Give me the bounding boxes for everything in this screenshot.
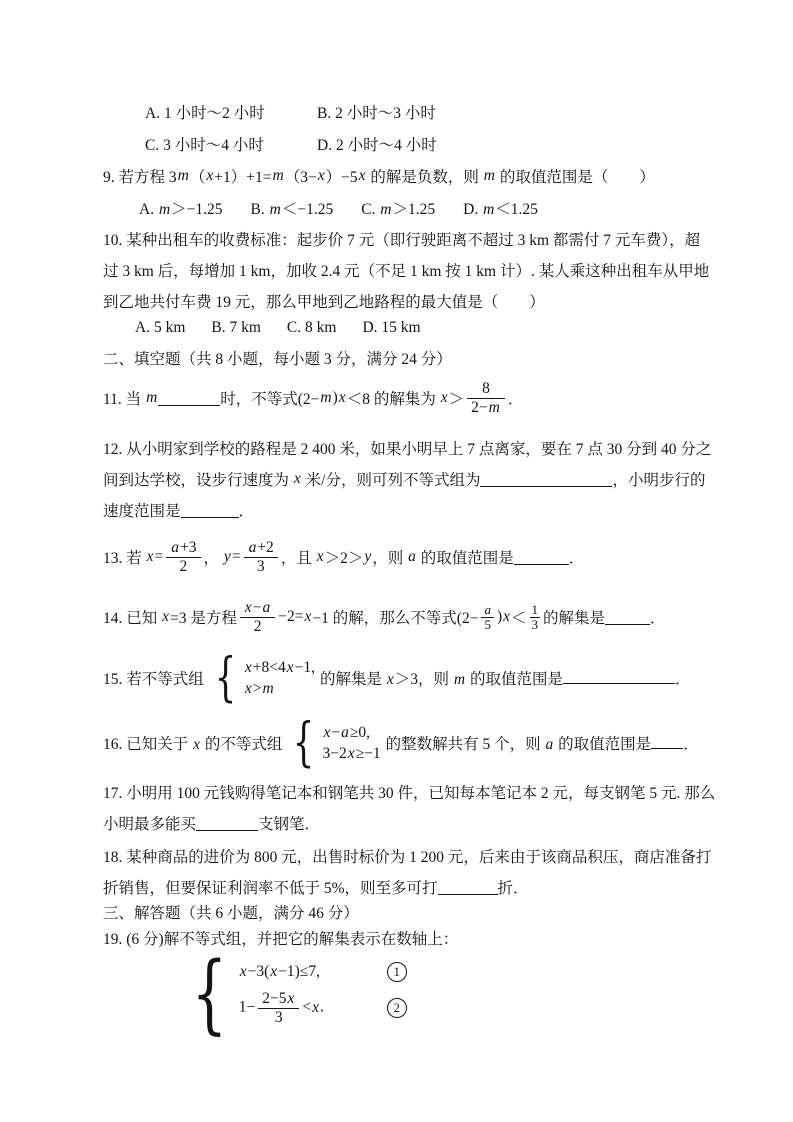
text-run: 的解是负数，则 [366,169,483,186]
text-run: 1 [531,601,539,617]
blank-underline [480,471,612,487]
circled-number-2: 2 [387,998,407,1018]
text-run: − [252,599,262,617]
math-variable: a [248,539,257,557]
q16-system-line1 [323,722,381,743]
text-run: ， [203,550,223,567]
question-15 [103,648,691,708]
fraction [166,539,200,575]
text-run: 的解集是 [543,610,606,627]
text-run: 2 [253,617,262,635]
q15-pre [103,667,204,689]
text-run: ≥−1 [355,744,381,762]
question-18-line2 [103,876,529,898]
math-variable: x [440,389,448,406]
q15-system-line2 [244,678,315,699]
text-run: 的取值范围是 [466,671,564,688]
math-variable: x [338,389,346,406]
section-3-header: 三、解答题（共 6 小题，满分 46 分） [103,905,359,922]
text-run: +2 [257,539,274,557]
math-variable: m [483,201,495,218]
text-run: 3 [256,557,265,575]
text-run: ）−5 [325,169,358,186]
text-run: A. [139,201,158,218]
math-variable: m [272,167,284,184]
question-10-line1: 10. 某种出租车的收费标准：起步价 7 元（即行驶距离不超过 3 km 都需付 7 元车费），超 [103,232,701,249]
text-run: ＞−1.25 [171,201,223,218]
fraction [258,990,299,1026]
text-run: 13. 若 [103,550,146,567]
text-run: 的取值范围是（ ） [495,169,655,186]
text-run: ＞2＞ [324,550,364,567]
math-variable: x [162,608,170,625]
question-9-options [139,197,538,219]
circled-number-1: 1 [387,962,407,982]
text-run: ． [675,671,691,688]
text-run: . [320,998,324,1016]
math-variable: a [262,599,271,617]
option-row-hours-cd [145,133,437,155]
question-16 [103,712,699,774]
math-variable: x [503,608,511,625]
left-brace: { [293,713,315,773]
question-10-options [135,319,421,337]
blank-underline [196,815,258,831]
blank-underline [514,549,569,565]
math-variable: a [341,723,349,741]
q16-inequality-system [287,713,381,773]
text-run: （3− [284,169,317,186]
math-variable: x [347,744,355,762]
text-run: 小明最多能买 [103,816,197,833]
text-run: 9. 若方程 3 [103,169,177,186]
text-run: ，小明步行的 [612,472,706,489]
q10-option-a: A. 5 km [135,319,186,336]
math-variable: x [286,658,294,676]
text-run: 1− [238,998,256,1016]
question-12-line2 [103,468,705,490]
text-run: ＜ [511,610,527,627]
math-variable: a [171,539,180,557]
math-variable: x [239,963,247,981]
text-run: 2 [179,557,188,575]
text-run: −1, [294,658,315,676]
question-18-line1: 18. 某种商品的进价为 800 元，出售时标价为 1 200 元，后来由于该商品积压，商店准备打 [103,849,712,866]
text-run: ． [507,391,524,408]
option-row-hours-ab [145,101,436,123]
text-run: 的解集是 [320,671,386,688]
text-run: 14. 已知 [103,610,162,627]
text-run: − [331,723,341,741]
text-run: ＜−1.25 [281,201,334,218]
q16-system-line2 [323,743,381,764]
q9-option-a [139,197,223,219]
math-variable: a [484,601,491,617]
math-variable: x [386,671,394,688]
q19-equation-1 [239,958,407,986]
math-variable: m [146,389,158,406]
text-run: ＜8 的解集为 [346,391,440,408]
text-run: 的整数解共有 5 个，则 [385,736,545,753]
text-run: 间到达学校，设步行速度为 [103,472,293,489]
left-brace: { [191,944,228,1044]
blank-underline [438,879,498,895]
text-run: 15. 若不等式组 [103,671,204,688]
math-variable: x [244,599,252,617]
q19-eq1-formula [239,963,320,981]
math-variable: x [358,167,366,184]
q16-post [386,732,699,754]
text-run: +1）+1= [214,169,272,186]
math-variable: y [364,548,372,565]
section-2-header: 二、填空题（共 8 小题，每小题 3 分，满分 24 分） [103,351,452,368]
text-run: 2−5 [262,990,287,1008]
math-variable: x [312,998,319,1016]
text-run: 折． [497,880,529,897]
math-variable: a [545,736,554,753]
math-variable: x [146,548,154,565]
question-11 [103,372,523,424]
text-run: 的取值范围是 [554,736,652,753]
fraction [467,380,505,416]
math-variable: m [158,201,171,218]
question-13 [103,531,584,583]
blank-underline [563,668,675,684]
text-run: = [154,548,164,565]
question-17-line1: 17. 小明用 100 元钱购得笔记本和钢笔共 30 件，已知每本笔记本 2 元，每支钢笔 5 元. 那么 [103,785,716,802]
math-variable: a [408,548,416,565]
math-variable: x [317,167,325,184]
fraction [530,603,541,631]
math-variable: m [483,167,495,184]
math-variable: x [270,963,278,981]
text-run: < [302,998,312,1016]
text-run: −2= [278,608,304,625]
q16-pre [103,732,282,754]
math-variable: x [244,679,252,697]
math-variable: m [320,389,332,406]
text-run: +8<4 [252,658,286,676]
math-variable: y [223,548,231,565]
text-run: （ [189,169,206,186]
q15-inequality-system [209,648,315,708]
blank-underline [181,502,239,518]
question-10-line3: 到乙地共付车费 19 元，那么甲地到乙地路程的最大值是（ ） [103,294,545,311]
math-variable: m [269,201,281,218]
text-run: 的取值范围是 [416,550,514,567]
q10-option-d: D. 15 km [362,319,421,336]
text-run: 时，不等式(2− [220,391,320,408]
question-10-line2: 过 3 km 后，每增加 1 km，加收 2.4 元（不足 1 km 按 1 km 计）. 某人乘这种出租车从甲地 [103,263,710,280]
text-run: 折销售，但要保证利润率不低于 5%，则至多可打 [103,880,438,897]
fraction [240,599,275,635]
question-12-line1: 12. 从小明家到学校的路程是 2 400 米，如果小明早上 7 点离家，要在 7 点 30 分到 40 分之 [103,441,712,458]
text-run: ＜1.25 [495,201,538,218]
blank-underline [605,609,650,625]
option-b-hours: B. 2 小时～3 小时 [317,105,436,122]
text-run: 16. 已知关于 [103,736,193,753]
question-19-system [177,944,412,1044]
fraction [244,539,278,575]
text-run: 3 [531,616,539,632]
math-variable: x [293,470,301,487]
math-variable: x [244,658,252,676]
text-run: −3( [247,963,270,981]
math-variable: x [316,548,324,565]
text-run: ) [496,608,503,625]
fraction [481,603,494,631]
text-run: 的不等式组 [201,736,283,753]
option-d-hours: D. 2 小时～4 小时 [317,137,437,154]
text-run: +3 [180,539,197,557]
text-run: D. [463,201,483,218]
q19-eq2-formula [239,990,324,1026]
text-run: 米/分，则可列不等式组为 [301,472,481,489]
math-variable: m [262,679,274,697]
text-run: 速度范围是 [103,503,181,520]
text-run: 11. 当 [103,391,146,408]
q9-option-b [251,197,334,219]
option-c-hours: C. 3 小时～4 小时 [145,137,264,154]
question-19-stem: 19. (6 分)解不等式组，并把它的解集表示在数轴上： [103,931,459,948]
q19-equation-2 [239,986,407,1030]
text-run: ＞3，则 [394,671,453,688]
math-variable: x [287,990,295,1008]
math-variable: m [177,167,189,184]
text-run: 2− [471,398,488,416]
text-run: 3−2 [322,744,347,762]
text-run: ＞1.25 [392,201,436,218]
q9-option-d [463,197,538,219]
text-run: > [252,679,262,697]
q10-option-c: C. 8 km [286,319,337,336]
math-variable: x [323,723,331,741]
text-run: ≥0, [349,723,371,741]
question-17-line2 [103,812,320,834]
math-variable: m [488,398,500,416]
question-9-stem [103,165,655,187]
option-a-hours: A. 1 小时～2 小时 [145,105,265,122]
q10-option-b: B. 7 km [211,319,261,336]
text-run: ，则 [372,550,408,567]
math-variable: m [380,201,392,218]
blank-underline [158,390,220,406]
text-run: = [231,548,241,565]
blank-underline [651,733,683,749]
text-run: C. [361,201,380,218]
math-variable: m [453,671,466,688]
q15-system-line1 [244,657,315,678]
text-run: 3 [274,1008,283,1026]
text-run: ． [568,550,585,567]
text-run: B. [250,201,269,218]
math-variable: x [193,736,201,753]
math-variable: x [304,608,312,625]
text-run: ＞ [448,391,465,408]
left-brace: { [214,648,237,708]
text-run: ，且 [280,550,316,567]
text-run: ． [683,736,699,753]
text-run: 8 [482,380,490,398]
text-run: =3 是方程 [170,610,237,627]
text-run: −1)≤7, [278,963,320,981]
text-run: ) [332,389,338,406]
text-run: ． [238,503,255,520]
q9-option-c [361,197,435,219]
text-run: 5 [484,616,491,632]
math-variable: x [206,167,214,184]
text-run: −1 的解，那么不等式(2− [312,610,479,627]
question-14 [103,592,666,642]
text-run: ． [650,610,666,627]
q15-post [320,667,691,689]
text-run: 支钢笔． [258,816,321,833]
question-12-line3 [103,499,254,521]
